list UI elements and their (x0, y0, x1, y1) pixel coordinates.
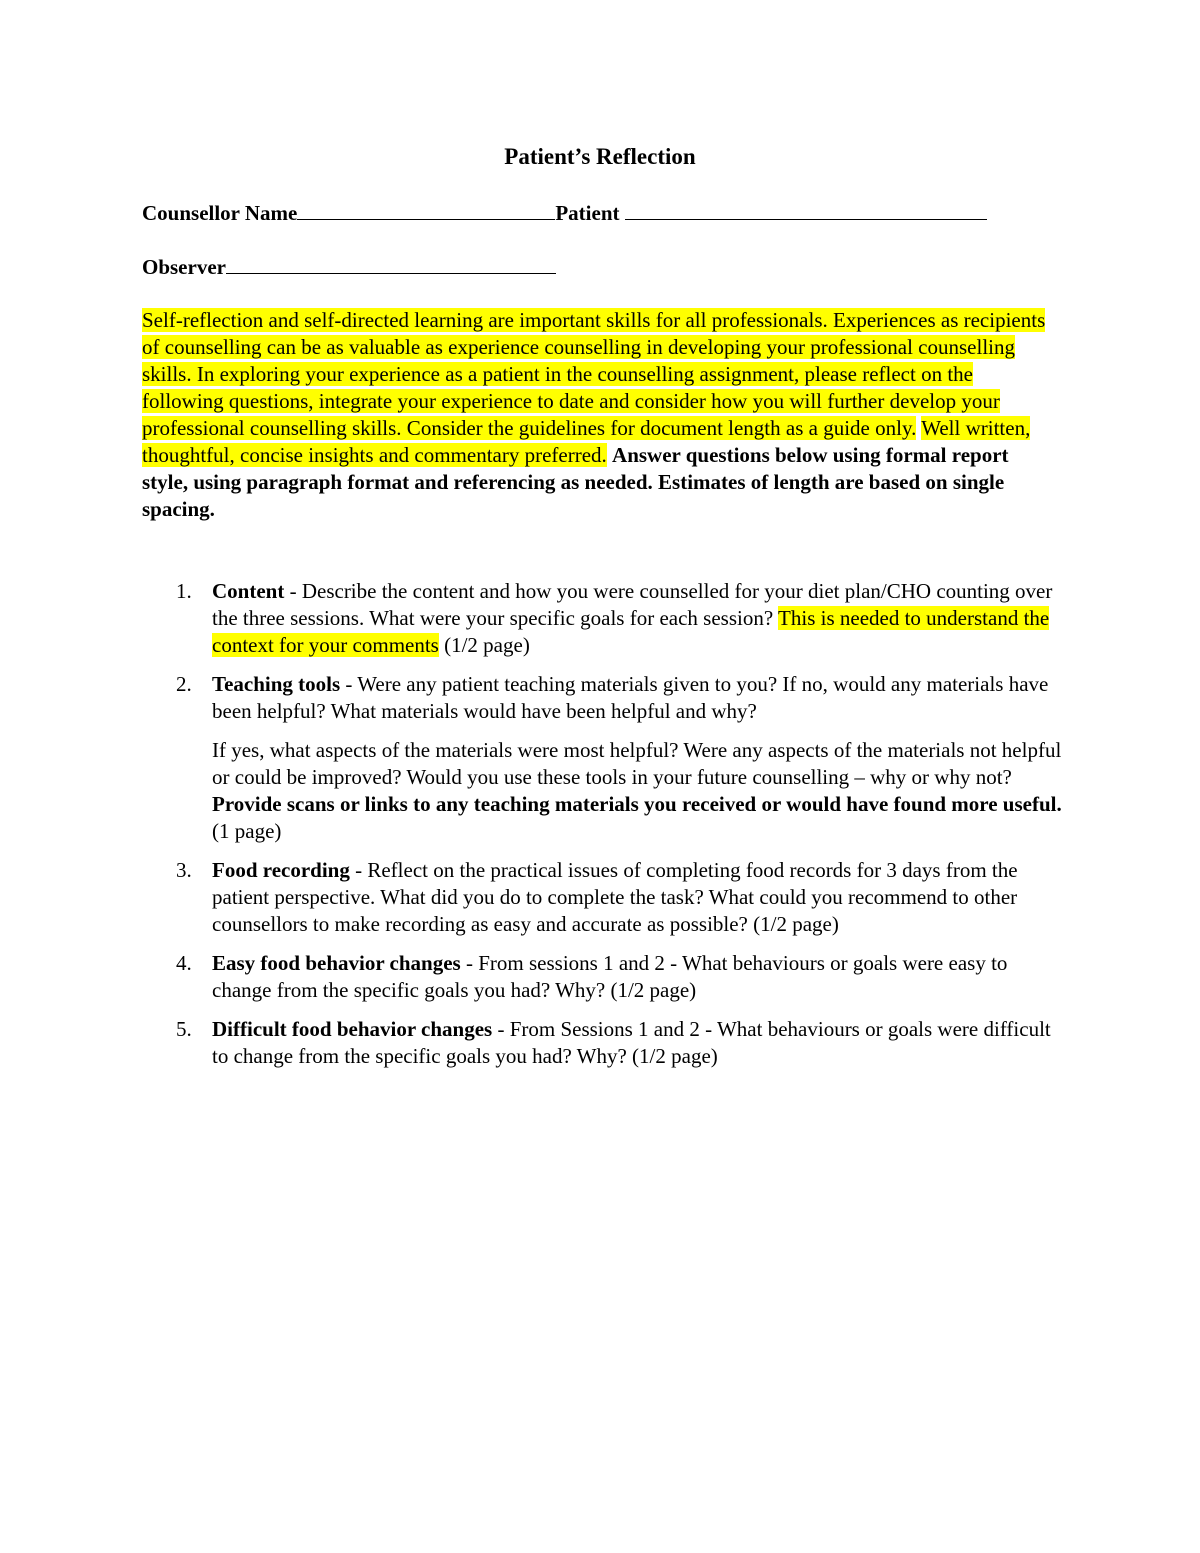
intro-paragraph (142, 307, 1047, 523)
item-heading-food-recording: Food recording (212, 858, 350, 882)
item-heading-difficult-changes: Difficult food behavior changes (212, 1017, 493, 1041)
item-text: - Describe the content and how you were counselled for your diet plan/CHO counting over the three sessions. What were your specific goals for each session? (212, 579, 1053, 630)
observer-line (142, 253, 556, 281)
intro-highlight-2: Well written, thoughtful, concise insights and commentary preferred. (142, 416, 1031, 467)
item-sub-bold: Provide scans or links to any teaching materials you received or would have found more useful. (212, 792, 1062, 816)
counsellor-name-blank[interactable] (297, 199, 555, 220)
item-sub-text: If yes, what aspects of the materials were most helpful? Were any aspects of the materials not helpful or could be improved? Would you use these tools in your future counselling – why or why not? (212, 738, 1062, 789)
item-heading-easy-changes: Easy food behavior changes (212, 951, 461, 975)
item-number: 3. (176, 858, 192, 882)
item-number: 2. (176, 672, 192, 696)
item-number: 5. (176, 1017, 192, 1041)
list-item (142, 950, 1062, 1004)
item-text: - Were any patient teaching materials given to you? If no, would any materials have been helpful? What materials would have been helpful and why? (212, 672, 1049, 723)
counsellor-name-label: Counsellor Name (142, 201, 298, 225)
item-number: 4. (176, 951, 192, 975)
observer-name-blank[interactable] (226, 253, 556, 274)
list-item (142, 671, 1062, 845)
item-sub-tail: (1 page) (212, 819, 282, 843)
intro-bold-instructions: Answer questions below using formal report style, using paragraph format and referencing as needed. Estimates of length are based on single spacing. (142, 443, 1009, 521)
page-title: Patient’s Reflection (504, 144, 696, 169)
patient-label: Patient (555, 201, 625, 225)
item-text: - Reflect on the practical issues of completing food records for 3 days from the patient perspective. What did you do to complete the task? What could you recommend to other counsellors to make recording as easy and accurate as possible? (1/2 page) (212, 858, 1018, 936)
intro-highlight-1: Self-reflection and self-directed learning are important skills for all professionals. Experiences as recipients of counselling can be as valuable as experience counselling in developing your professional counselling skills. In exploring your experience as a patient in the counselling assignment, please reflect on the following questions, integrate your experience to date and consider how you will further develop your professional counselling skills. Consider the guidelines for document length as a guide only. (142, 308, 1046, 440)
list-item (142, 857, 1062, 938)
item-text: - From sessions 1 and 2 - What behaviours or goals were easy to change from the specific goals you had? Why? (1/2 page) (212, 951, 1008, 1002)
item-number: 1. (176, 579, 192, 603)
patient-name-blank[interactable] (625, 199, 987, 220)
item-heading-content: Content (212, 579, 285, 603)
counsellor-patient-line (142, 199, 987, 227)
question-list (142, 578, 1062, 1082)
list-item (142, 578, 1062, 659)
observer-label: Observer (142, 255, 226, 279)
item-tail: (1/2 page) (438, 633, 530, 657)
item-heading-teaching-tools: Teaching tools (212, 672, 341, 696)
list-item (142, 1016, 1062, 1070)
item-highlight: This is needed to understand the context for your comments (212, 606, 1050, 657)
item-text: - From Sessions 1 and 2 - What behaviours or goals were difficult to change from the specific goals you had? Why? (1/2 page) (212, 1017, 1051, 1068)
item-sub-paragraph (212, 737, 1062, 845)
